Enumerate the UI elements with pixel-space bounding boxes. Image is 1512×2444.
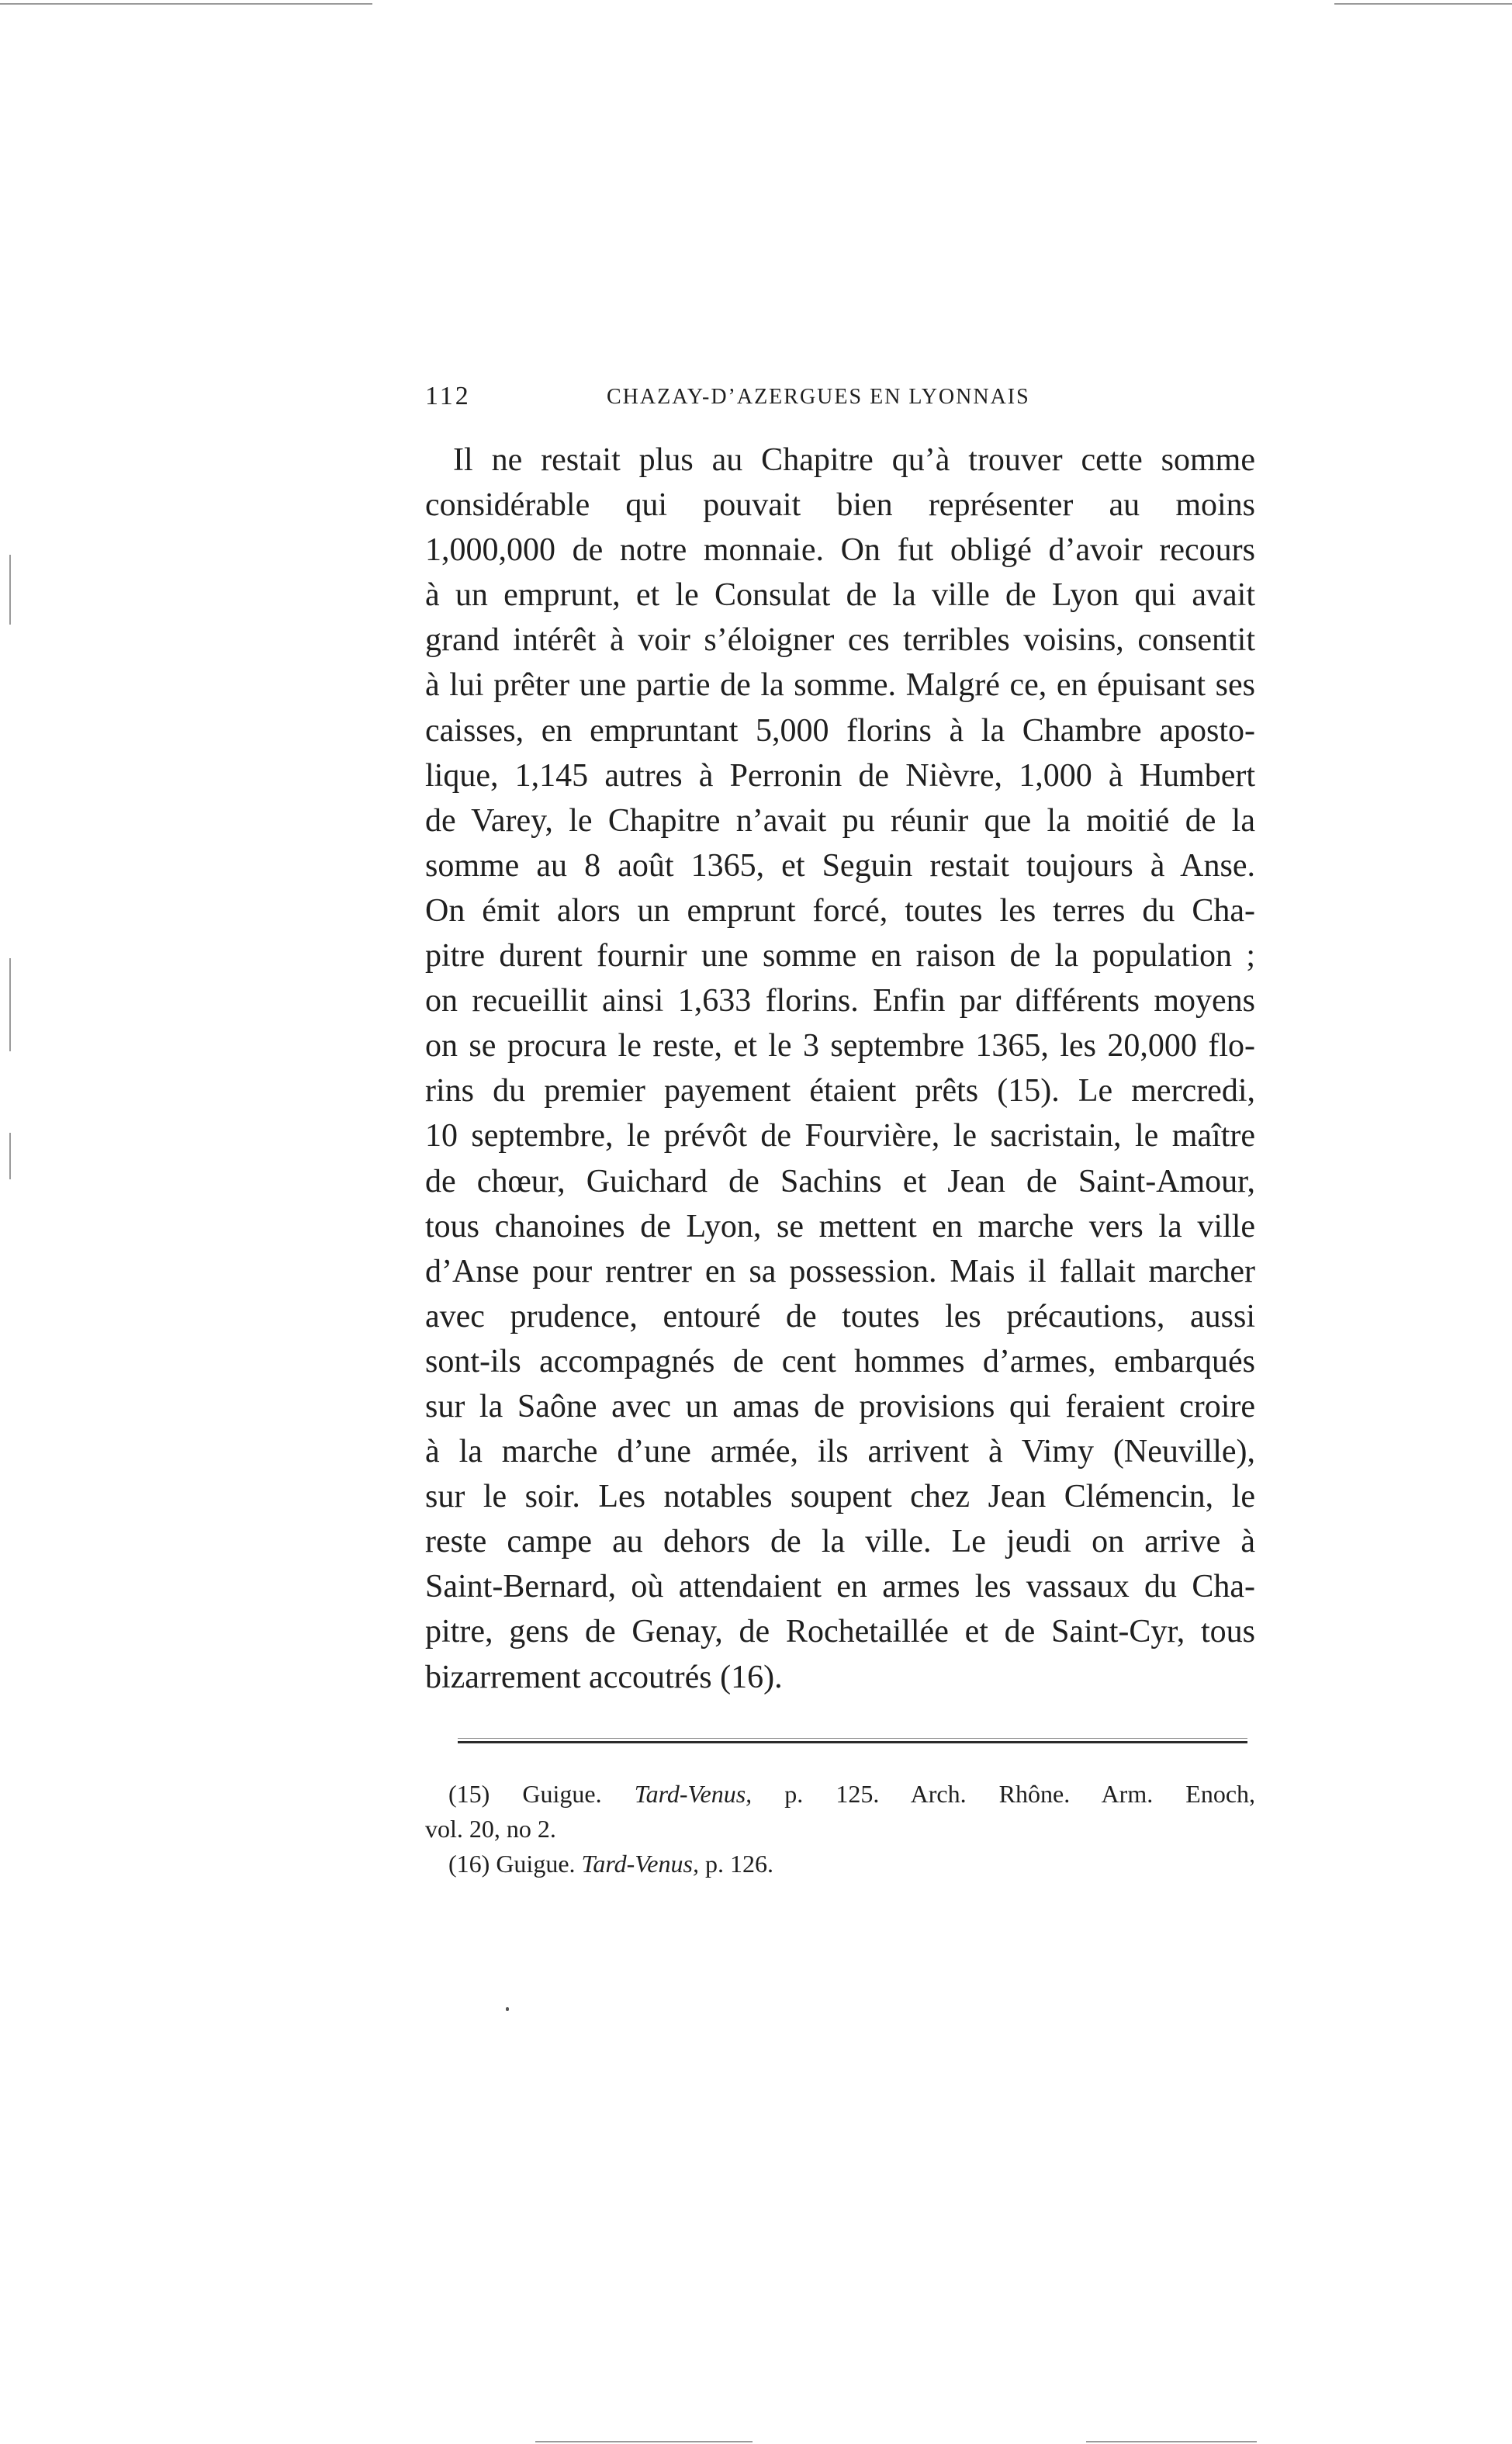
scan-edge-mark-bottom-right [1086, 2441, 1257, 2442]
footnotes [425, 1777, 1255, 1881]
text-line: reste campe au dehors de la ville. Le jeudi on arrive à [425, 1524, 1255, 1560]
body-paragraph [425, 438, 1255, 1700]
footnote-reference: p. 126. [704, 1850, 773, 1878]
text-line: bizarrement accoutrés (16). [425, 1659, 783, 1695]
scan-edge-mark-left-3 [9, 1133, 11, 1179]
text-line: pitre durent fournir une somme en raison de la population ; [425, 938, 1255, 974]
text-line: avec prudence, entouré de toutes les précautions, aussi [425, 1298, 1255, 1335]
scan-edge-mark-left-2 [9, 958, 11, 1051]
text-line: tous chanoines de Lyon, se mettent en marche vers la ville [425, 1208, 1255, 1245]
text-line: on recueillit ainsi 1,633 florins. Enfin par différents moyens [425, 983, 1255, 1019]
page-header [425, 382, 1255, 417]
text-line: grand intérêt à voir s’éloigner ces terribles voisins, consentit [425, 622, 1255, 659]
scan-edge-mark-bottom [535, 2441, 753, 2442]
running-head: CHAZAY-D’AZERGUES EN LYONNAIS [607, 385, 1030, 409]
footnote-line [425, 1777, 1255, 1812]
text-line: lique, 1,145 autres à Perronin de Nièvre, 1,000 à Humbert [425, 757, 1255, 794]
footnote-line: vol. 20, no 2. [425, 1815, 556, 1843]
text-line: à un emprunt, et le Consulat de la ville de Lyon qui avait [425, 577, 1255, 614]
scan-edge-mark-top [0, 3, 372, 5]
text-line: On émit alors un emprunt forcé, toutes les terres du Cha- [425, 892, 1255, 929]
text-line: de chœur, Guichard de Sachins et Jean de Saint-Amour, [425, 1163, 1255, 1199]
text-line: Il ne restait plus au Chapitre qu’à trouver cette somme [453, 442, 1255, 478]
text-line: sur la Saône avec un amas de provisions qui feraient croire [425, 1388, 1255, 1425]
text-line: pitre, gens de Genay, de Rochetaillée et de Saint-Cyr, tous [425, 1614, 1255, 1650]
text-line: sont-ils accompagnés de cent hommes d’armes, embarqués [425, 1343, 1255, 1380]
scan-edge-mark-left-1 [9, 555, 11, 625]
footnote-title: Tard-Venus, [581, 1850, 699, 1878]
footnote-15 [425, 1777, 1255, 1847]
text-line: de Varey, le Chapitre n’avait pu réunir que la moitié de la [425, 802, 1255, 839]
ink-speck [506, 2007, 509, 2011]
footnote-line [425, 1847, 1255, 1881]
footnote-author: Guigue. [496, 1850, 576, 1878]
footnote-title: Tard-Venus, [634, 1780, 753, 1808]
text-line: 1,000,000 de notre monnaie. On fut obligé d’avoir recours [425, 532, 1255, 569]
footnote-rule-shadow [458, 1738, 1247, 1739]
text-line: à lui prêter une partie de la somme. Malgré ce, en épuisant ses [425, 667, 1255, 704]
text-line: d’Anse pour rentrer en sa possession. Mais il fallait marcher [425, 1253, 1255, 1290]
scan-edge-mark-top-right [1334, 3, 1512, 5]
text-line: rins du premier payement étaient prêts (15). Le mercredi, [425, 1073, 1255, 1109]
text-line: à la marche d’une armée, ils arrivent à Vimy (Neuville), [425, 1434, 1255, 1470]
footnote-reference: p. 125. Arch. Rhône. Arm. Enoch, [784, 1780, 1256, 1808]
text-line: 10 septembre, le prévôt de Fourvière, le sacristain, le maître [425, 1118, 1255, 1154]
footnote-rule [458, 1741, 1247, 1743]
text-line: caisses, en empruntant 5,000 florins à la Chambre aposto- [425, 712, 1255, 749]
text-line: on se procura le reste, et le 3 septembre 1365, les 20,000 flo- [425, 1028, 1255, 1064]
page-number: 112 [425, 382, 471, 410]
text-line: sur le soir. Les notables soupent chez Jean Clémencin, le [425, 1479, 1255, 1515]
footnote-author: Guigue. [522, 1780, 602, 1808]
text-line: somme au 8 août 1365, et Seguin restait toujours à Anse. [425, 847, 1255, 884]
text-line: considérable qui pouvait bien représenter au moins [425, 487, 1255, 524]
footnote-marker: (16) [448, 1850, 490, 1878]
footnote-16 [425, 1847, 1255, 1881]
text-line: Saint-Bernard, où attendaient en armes les vassaux du Cha- [425, 1569, 1255, 1605]
footnote-marker: (15) [448, 1780, 490, 1808]
